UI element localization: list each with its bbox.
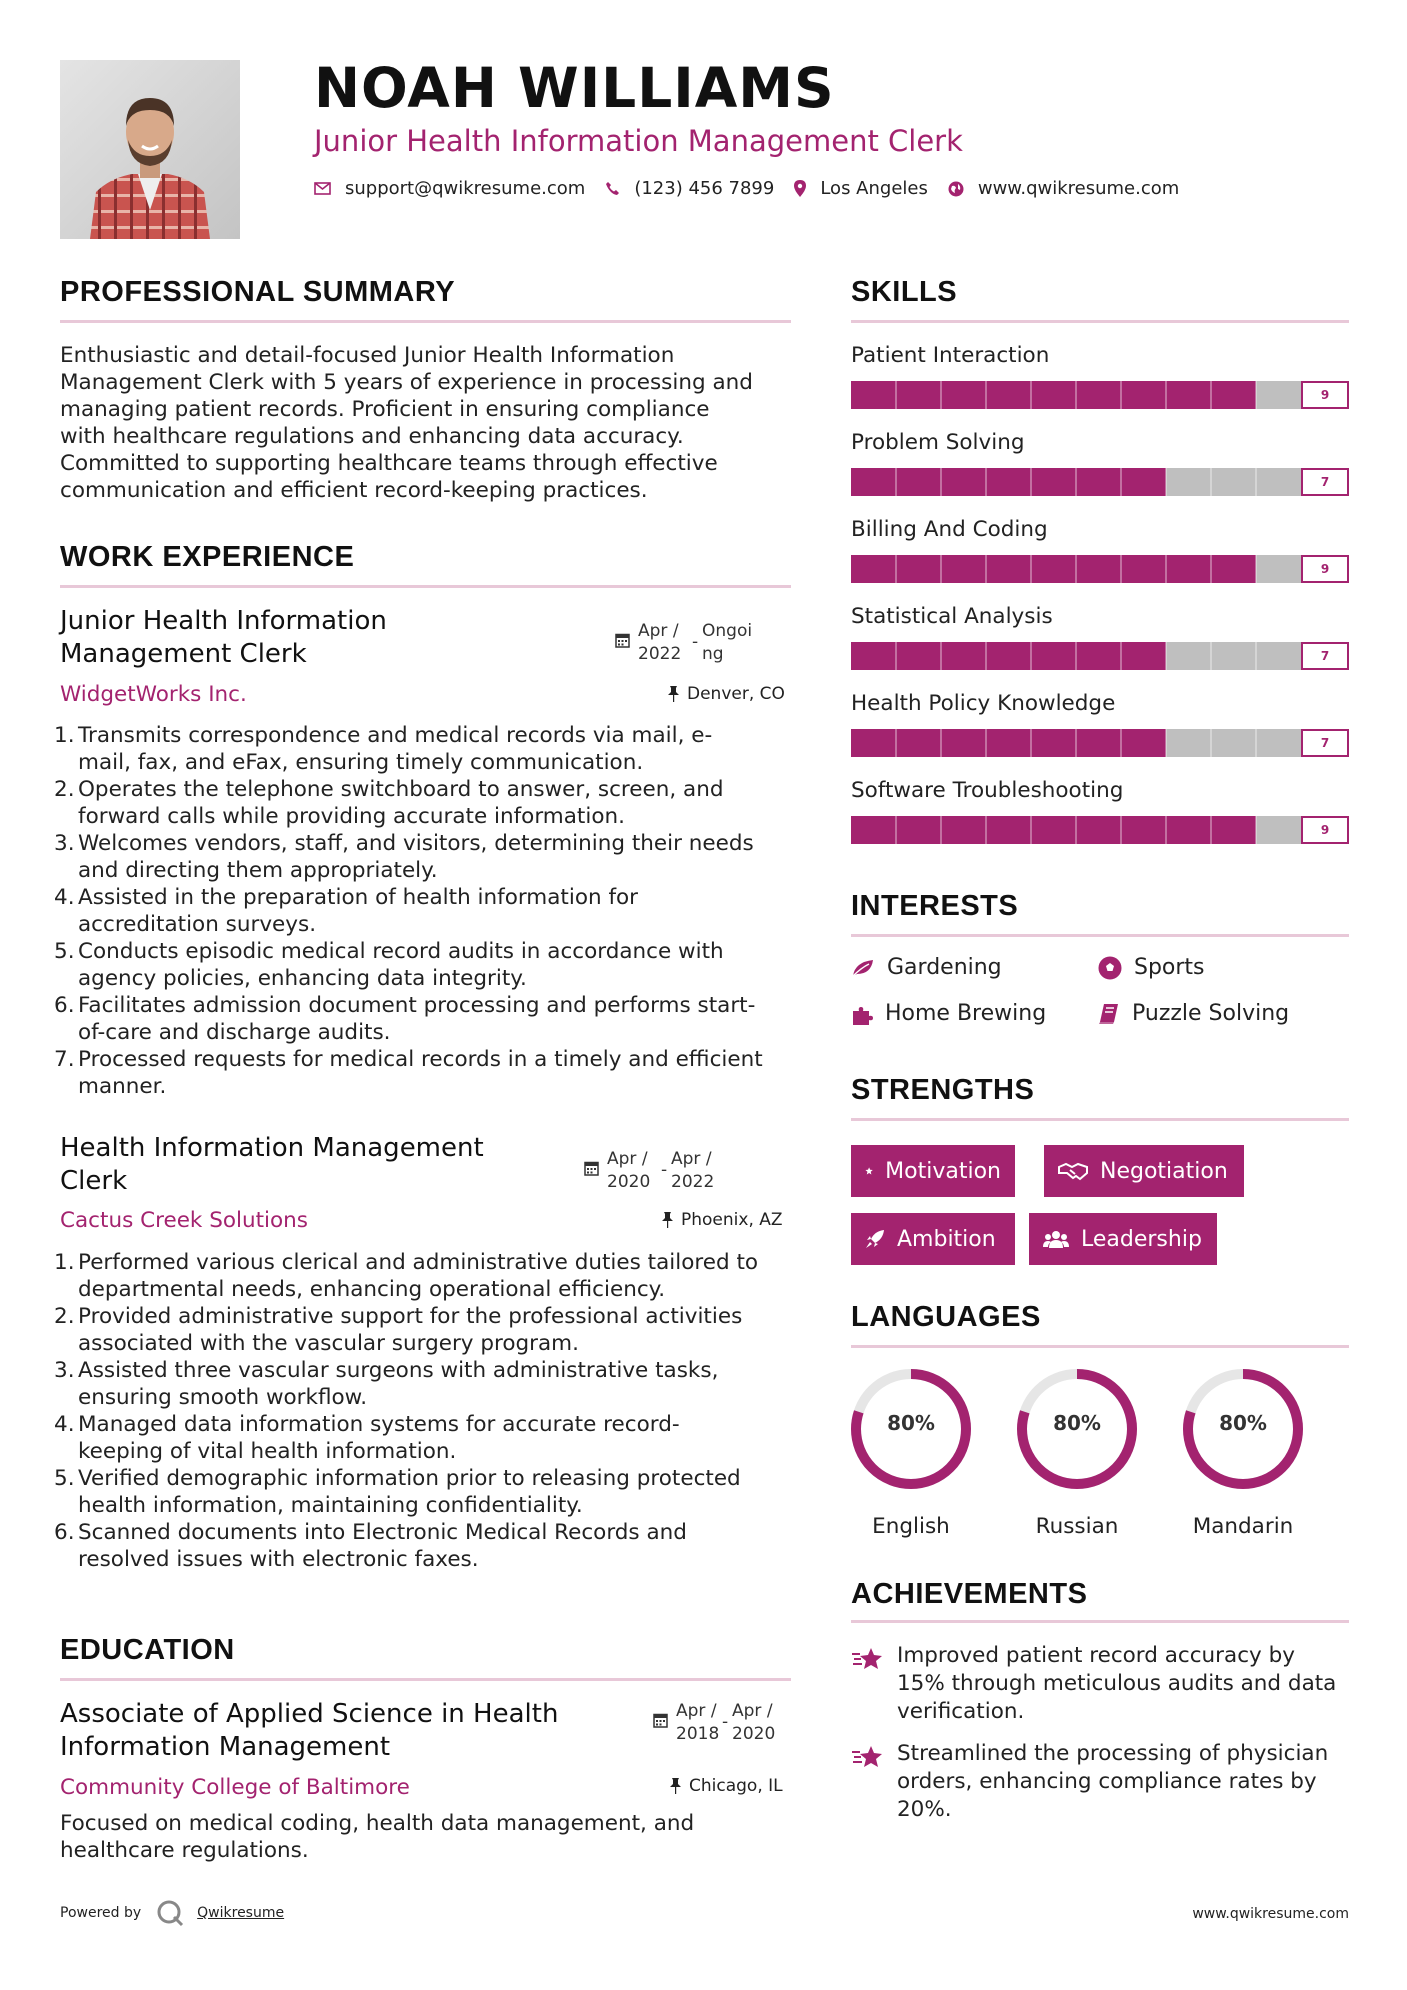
contact-row: [314, 178, 1199, 199]
skill-segment-divider: [895, 381, 897, 409]
language-item: [846, 1364, 976, 1539]
skill-segment-divider: [1165, 816, 1167, 844]
date-separator: -: [692, 632, 699, 652]
website-text: www.qwikresume.com: [977, 178, 1180, 199]
education-description: Focused on medical coding, health data management, and healthcare regulations.: [60, 1811, 695, 1863]
skill-name: Statistical Analysis: [851, 604, 1053, 629]
skill-segment-divider: [1165, 468, 1167, 496]
contact-email[interactable]: [314, 178, 585, 199]
calendar-icon: [615, 632, 630, 648]
pushpin-icon: [668, 686, 679, 702]
education-dates: [653, 1700, 775, 1746]
job-title: Junior Health Information Management Clerk: [60, 606, 387, 669]
skill-bar: [851, 642, 1349, 670]
skill-segment-divider: [1075, 642, 1077, 670]
skill-fill: [851, 729, 1166, 757]
skill-score: 7: [1301, 729, 1349, 757]
list-item: Assisted three vascular surgeons with administrative tasks, ensuring smooth workflow.: [78, 1358, 719, 1410]
contact-phone[interactable]: [605, 178, 774, 199]
language-item: [1178, 1364, 1308, 1539]
skill-segment-divider: [895, 816, 897, 844]
map-pin-icon: [794, 180, 806, 197]
book-icon: [1098, 1003, 1120, 1025]
skill-segment-divider: [1030, 381, 1032, 409]
strength-tag: Leadership: [1029, 1213, 1217, 1265]
soccer-ball-icon: [1098, 956, 1122, 980]
language-item: [1012, 1364, 1142, 1539]
list-item: Facilitates admission document processing and performs start- of-care and discharge audits.: [78, 993, 756, 1045]
skill-name: Software Troubleshooting: [851, 778, 1124, 803]
skill-segment-divider: [985, 642, 987, 670]
skill-segment-divider: [1210, 555, 1212, 583]
profile-photo: [60, 60, 240, 239]
skill-segment-divider: [1030, 555, 1032, 583]
skill-bar: [851, 381, 1349, 409]
language-name: Mandarin: [1192, 1514, 1294, 1539]
skill-name: Patient Interaction: [851, 343, 1050, 368]
skill-segment-divider: [1120, 642, 1122, 670]
job-dates: [615, 620, 752, 666]
interest-item: Puzzle Solving: [1098, 1001, 1289, 1026]
strength-tag: Negotiation: [1044, 1145, 1244, 1197]
skill-segment-divider: [1210, 816, 1212, 844]
skill-fill: [851, 555, 1256, 583]
interests-heading: INTERESTS: [851, 890, 1019, 922]
duty-list: [60, 1249, 800, 1573]
skill-segment-divider: [1255, 555, 1257, 583]
skill-score: 9: [1301, 816, 1349, 844]
languages-heading: LANGUAGES: [851, 1301, 1041, 1333]
phone-text: (123) 456 7899: [634, 178, 775, 199]
skills-divider: [851, 320, 1349, 323]
candidate-name: NOAH WILLIAMS: [314, 56, 835, 120]
skill-bar: [851, 816, 1349, 844]
strengths-heading: STRENGTHS: [851, 1074, 1035, 1106]
skill-segment-divider: [985, 555, 987, 583]
skill-segment-divider: [1030, 729, 1032, 757]
skill-segment-divider: [1165, 555, 1167, 583]
skill-segment-divider: [1210, 729, 1212, 757]
skill-segment-divider: [1210, 468, 1212, 496]
skill-fill: [851, 468, 1166, 496]
skill-segment-divider: [940, 468, 942, 496]
start-date: Apr / 2022: [638, 621, 682, 664]
date-separator: -: [722, 1712, 729, 1732]
skill-fill: [851, 816, 1256, 844]
end-date: Apr / 2020: [732, 1701, 776, 1744]
skill-bar: [851, 468, 1349, 496]
mail-icon: [314, 182, 331, 195]
qwikresume-link[interactable]: Qwikresume: [197, 1905, 285, 1921]
company-name: WidgetWorks Inc.: [60, 682, 247, 707]
language-name: Russian: [1035, 1514, 1119, 1539]
calendar-icon: [653, 1712, 668, 1728]
end-date: Apr / 2022: [671, 1149, 715, 1192]
email-text: support@qwikresume.com: [345, 178, 586, 199]
skills-heading: SKILLS: [851, 276, 958, 308]
summary-divider: [60, 320, 791, 323]
skill-segment-divider: [1165, 381, 1167, 409]
skill-segment-divider: [940, 555, 942, 583]
trophy-star-icon: [851, 1646, 885, 1672]
skill-score: 9: [1301, 555, 1349, 583]
skill-segment-divider: [1120, 729, 1122, 757]
language-percent: 80%: [887, 1411, 935, 1435]
skill-score: 9: [1301, 381, 1349, 409]
job-dates: [584, 1148, 714, 1194]
list-item: Verified demographic information prior to releasing protected health information, maintaining confidentiality.: [78, 1466, 741, 1518]
skill-segment-divider: [1075, 381, 1077, 409]
skill-segment-divider: [895, 729, 897, 757]
skill-segment-divider: [985, 381, 987, 409]
skill-fill: [851, 642, 1166, 670]
school-name: Community College of Baltimore: [60, 1775, 410, 1800]
strength-tag: Motivation: [851, 1145, 1015, 1197]
interests-divider: [851, 934, 1349, 937]
footer-website[interactable]: www.qwikresume.com: [1192, 1906, 1349, 1922]
skill-segment-divider: [1120, 816, 1122, 844]
list-item: Welcomes vendors, staff, and visitors, determining their needs and directing them appropriately.: [78, 831, 754, 883]
skill-bar: [851, 555, 1349, 583]
end-date: Ongoi ng: [702, 621, 753, 664]
achievement-item: Streamlined the processing of physician orders, enhancing compliance rates by 20%.: [851, 1740, 1328, 1824]
skill-segment-divider: [1255, 381, 1257, 409]
skill-segment-divider: [940, 381, 942, 409]
company-name: Cactus Creek Solutions: [60, 1208, 309, 1233]
globe-icon: [948, 181, 964, 197]
puzzle-icon: [851, 1003, 873, 1025]
job-location: Phoenix, AZ: [662, 1210, 783, 1230]
pushpin-icon: [670, 1778, 681, 1794]
education-heading: EDUCATION: [60, 1634, 235, 1666]
skill-segment-divider: [985, 729, 987, 757]
skill-segment-divider: [1210, 642, 1212, 670]
list-item: Managed data information systems for accurate record- keeping of vital health information.: [78, 1412, 680, 1464]
skill-segment-divider: [1120, 555, 1122, 583]
skill-segment-divider: [1255, 816, 1257, 844]
list-item: Operates the telephone switchboard to answer, screen, and forward calls while providing accurate information.: [78, 777, 724, 829]
skill-segment-divider: [1255, 642, 1257, 670]
skill-segment-divider: [1030, 816, 1032, 844]
language-percent: 80%: [1219, 1411, 1267, 1435]
skill-name: Billing And Coding: [851, 517, 1048, 542]
trophy-star-icon: [851, 1744, 885, 1770]
skill-segment-divider: [895, 642, 897, 670]
leaf-icon: [851, 958, 875, 978]
phone-icon: [605, 181, 620, 196]
skill-segment-divider: [1120, 381, 1122, 409]
experience-divider: [60, 585, 791, 588]
skill-segment-divider: [1075, 468, 1077, 496]
summary-text: Enthusiastic and detail-focused Junior Health Information Management Clerk with 5 years of experience in processing and managing patient records. Proficient in ensuring compliance with healthcare regulations and enhancing data accuracy. Committed to supporting healthcare teams through effective communication and efficient record-keeping practices.: [60, 343, 753, 503]
job-location: Denver, CO: [668, 684, 785, 704]
calendar-icon: [584, 1160, 599, 1176]
skill-bar: [851, 729, 1349, 757]
skill-segment-divider: [895, 468, 897, 496]
star-icon: [865, 1161, 873, 1181]
experience-heading: WORK EXPERIENCE: [60, 541, 355, 573]
language-percent: 80%: [1053, 1411, 1101, 1435]
skill-segment-divider: [1210, 381, 1212, 409]
skill-segment-divider: [1030, 468, 1032, 496]
list-item: Performed various clerical and administrative duties tailored to departmental needs, enhancing operational efficiency.: [78, 1250, 759, 1302]
education-location: Chicago, IL: [670, 1776, 783, 1796]
users-icon: [1043, 1229, 1069, 1249]
skill-segment-divider: [940, 816, 942, 844]
summary-heading: PROFESSIONAL SUMMARY: [60, 276, 456, 308]
skill-segment-divider: [1165, 729, 1167, 757]
duty-list: [60, 722, 800, 1100]
handshake-icon: [1058, 1161, 1088, 1181]
skill-segment-divider: [1075, 729, 1077, 757]
list-item: Assisted in the preparation of health information for accreditation surveys.: [78, 885, 639, 937]
contact-location: [794, 178, 928, 199]
skill-segment-divider: [1075, 816, 1077, 844]
start-date: Apr / 2018: [676, 1701, 720, 1744]
skill-score: 7: [1301, 468, 1349, 496]
pushpin-icon: [662, 1212, 673, 1228]
footer-powered-by: Powered by Qwikresume: [60, 1898, 284, 1928]
strengths-divider: [851, 1118, 1349, 1121]
list-item: Scanned documents into Electronic Medical Records and resolved issues with electronic faxes.: [78, 1520, 687, 1572]
strength-tag: Ambition: [851, 1213, 1015, 1265]
date-separator: -: [661, 1160, 668, 1180]
list-item: Transmits correspondence and medical records via mail, e- mail, fax, and eFax, ensuring timely communication.: [78, 723, 713, 775]
skill-segment-divider: [895, 555, 897, 583]
skill-segment-divider: [1255, 468, 1257, 496]
job-title: Health Information Management Clerk: [60, 1133, 484, 1196]
list-item: Conducts episodic medical record audits in accordance with agency policies, enhancing data integrity.: [78, 939, 724, 991]
skill-segment-divider: [940, 729, 942, 757]
skill-name: Problem Solving: [851, 430, 1025, 455]
language-name: English: [872, 1514, 950, 1539]
list-item: Provided administrative support for the professional activities associated with the vascular surgery program.: [78, 1304, 743, 1356]
rocket-icon: [865, 1229, 885, 1249]
skill-segment-divider: [1165, 642, 1167, 670]
skill-segment-divider: [1255, 729, 1257, 757]
start-date: Apr / 2020: [607, 1149, 651, 1192]
list-item: Processed requests for medical records in a timely and efficient manner.: [78, 1047, 763, 1099]
contact-website[interactable]: [948, 178, 1179, 199]
skill-fill: [851, 381, 1256, 409]
interest-item: Home Brewing: [851, 1001, 1046, 1026]
skill-segment-divider: [1120, 468, 1122, 496]
skill-segment-divider: [985, 816, 987, 844]
achievements-divider: [851, 1620, 1349, 1623]
skill-score: 7: [1301, 642, 1349, 670]
achievements-heading: ACHIEVEMENTS: [851, 1578, 1088, 1610]
education-divider: [60, 1678, 791, 1681]
skill-segment-divider: [1075, 555, 1077, 583]
interest-item: Gardening: [851, 955, 1002, 980]
candidate-title: Junior Health Information Management Clerk: [314, 124, 963, 158]
skill-segment-divider: [940, 642, 942, 670]
interest-item: Sports: [1098, 955, 1205, 980]
languages-divider: [851, 1345, 1349, 1348]
degree-title: Associate of Applied Science in Health Information Management: [60, 1699, 559, 1762]
location-text: Los Angeles: [820, 178, 928, 199]
achievement-item: Improved patient record accuracy by 15% through meticulous audits and data verification.: [851, 1642, 1336, 1726]
skill-segment-divider: [1030, 642, 1032, 670]
skill-segment-divider: [985, 468, 987, 496]
skill-name: Health Policy Knowledge: [851, 691, 1116, 716]
qwikresume-logo-icon: [155, 1898, 185, 1928]
